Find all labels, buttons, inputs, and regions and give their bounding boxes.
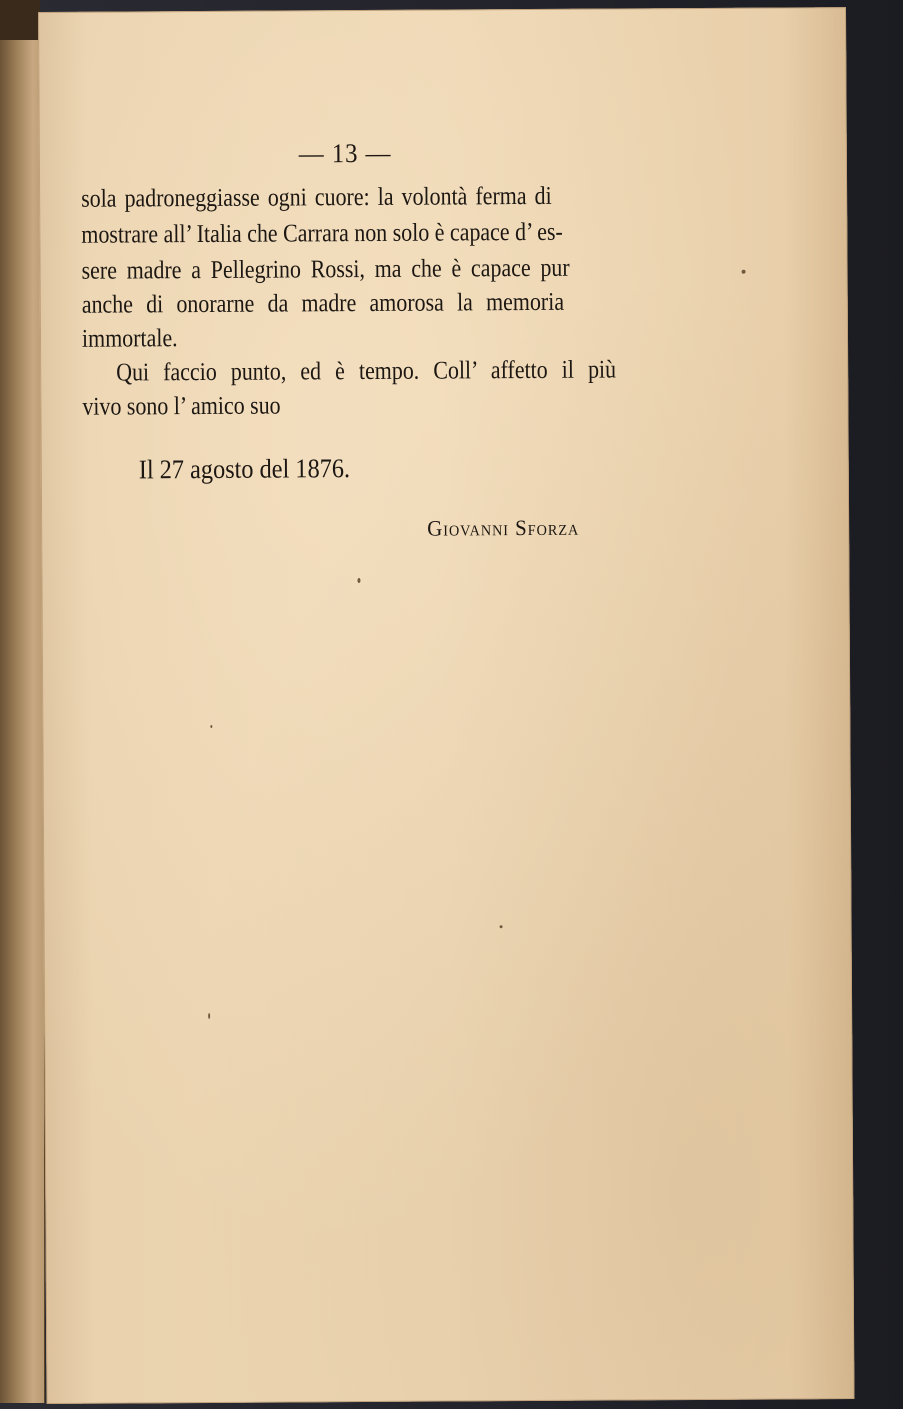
body-line-1: sola padroneggiasse ogni cuore: la volontà ferma di: [81, 180, 552, 213]
body-line-2: mostrare all’ Italia che Carrara non solo è capace d’ es-: [81, 216, 563, 249]
body-line-5: immortale.: [81, 323, 178, 353]
paper-speck: [742, 270, 746, 274]
book-page: [38, 7, 854, 1404]
date-line: Il 27 agosto del 1876.: [138, 453, 351, 485]
paper-speck: [500, 925, 503, 928]
body-line-7: vivo sono l’ amico suo: [82, 390, 281, 421]
body-line-6: Qui faccio punto, ed è tempo. Coll’ affetto il più: [116, 354, 617, 387]
previous-page-edge: [0, 28, 45, 1403]
paper-speck: [357, 578, 360, 583]
cover-corner: [0, 0, 40, 40]
signature: Giovanni Sforza: [427, 514, 580, 541]
body-line-3: sere madre a Pellegrino Rossi, ma che è capace pur: [81, 252, 570, 285]
page-number: — 13 —: [298, 137, 392, 169]
paper-speck: [210, 725, 212, 728]
paper-speck: [208, 1013, 210, 1019]
body-line-4: anche di onorarne da madre amorosa la memoria: [81, 286, 565, 319]
